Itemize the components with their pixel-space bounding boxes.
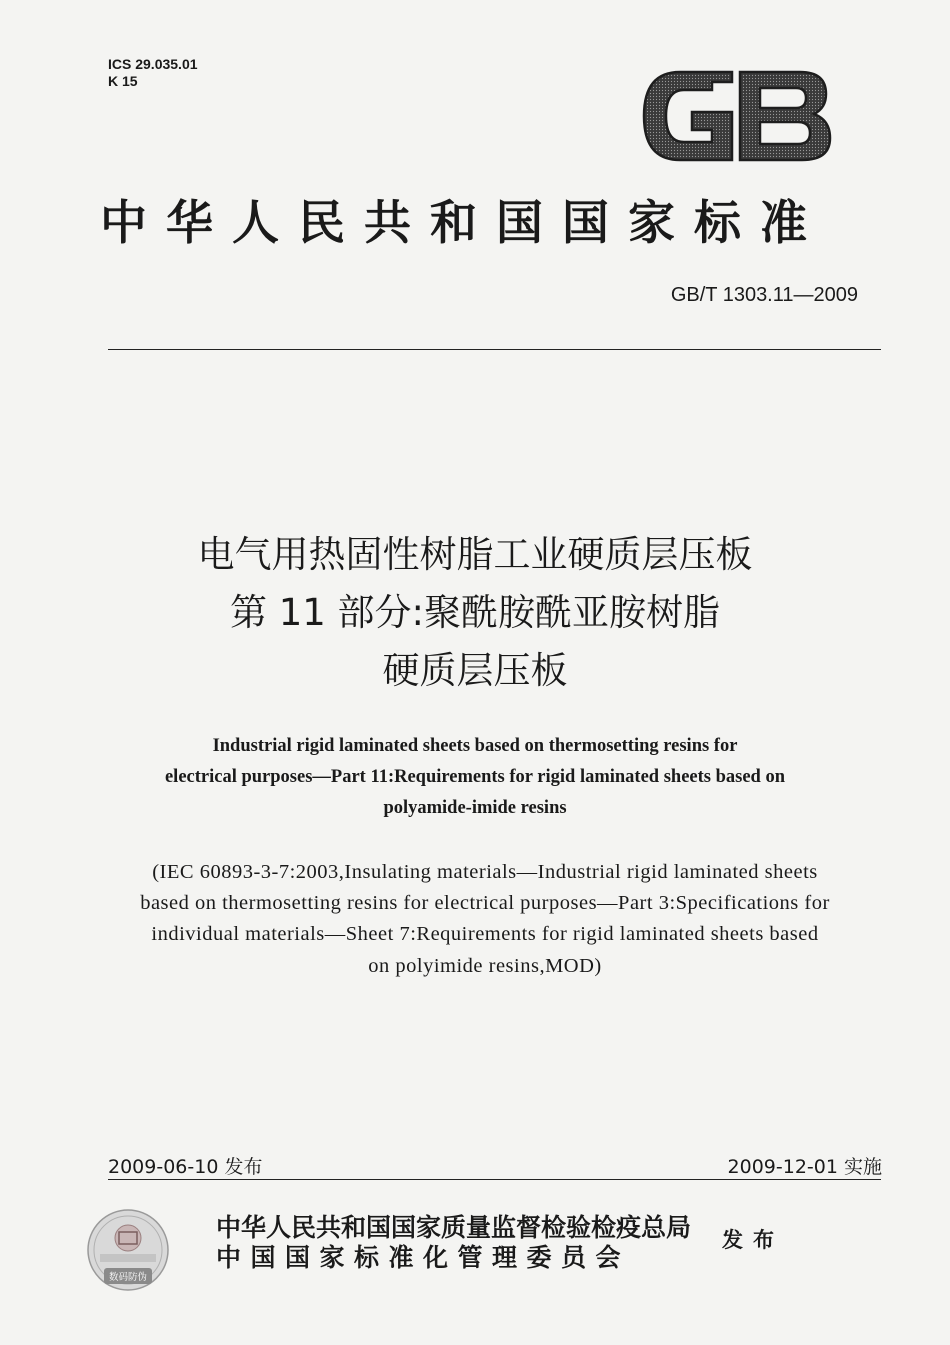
equivalence-line-3: individual materials—Sheet 7:Requirements for rigid laminated sheets based bbox=[151, 923, 819, 945]
english-title-line-3: polyamide-imide resins bbox=[383, 798, 567, 818]
issuer-line-1: 中华人民共和国国家质量监督检验检疫总局 bbox=[216, 1213, 692, 1242]
standard-type-title: 中华人民共和国国家标准 bbox=[100, 196, 826, 251]
chinese-title-line-2: 第 11 部分:聚酰胺酰亚胺树脂 bbox=[229, 591, 721, 634]
seal-text: 数码防伪 bbox=[108, 1272, 148, 1283]
gb-logo-icon bbox=[640, 68, 832, 164]
standard-number: GB/T 1303.11—2009 bbox=[670, 284, 858, 306]
chinese-title-line-1: 电气用热固性树脂工业硬质层压板 bbox=[197, 533, 753, 576]
english-title-line-1: Industrial rigid laminated sheets based on thermosetting resins for bbox=[212, 736, 738, 756]
equivalence-line-2: based on thermosetting resins for electrical purposes—Part 3:Specifications for bbox=[140, 892, 830, 914]
class-code: K 15 bbox=[108, 73, 138, 89]
anti-counterfeit-seal-icon bbox=[86, 1208, 170, 1292]
effective-date: 2009-12-01 实施 bbox=[727, 1156, 882, 1178]
gb-logo-text: GB bbox=[735, 128, 737, 129]
ics-code: ICS 29.035.01 bbox=[108, 56, 198, 72]
equivalence-line-1: (IEC 60893-3-7:2003,Insulating materials—Industrial rigid laminated sheets bbox=[152, 861, 818, 883]
english-title-line-2: electrical purposes—Part 11:Requirements for rigid laminated sheets based on bbox=[164, 767, 786, 787]
top-divider bbox=[108, 349, 881, 350]
classification-codes bbox=[108, 56, 198, 90]
equivalence-line-4: on polyimide resins,MOD) bbox=[368, 955, 602, 977]
issuer-line-2: 中国国家标准化管理委员会 bbox=[216, 1243, 631, 1272]
bottom-divider bbox=[108, 1179, 881, 1180]
publish-label: 发布 bbox=[722, 1227, 784, 1252]
issue-date: 2009-06-10 发布 bbox=[108, 1156, 263, 1178]
chinese-title-line-3: 硬质层压板 bbox=[382, 649, 568, 692]
